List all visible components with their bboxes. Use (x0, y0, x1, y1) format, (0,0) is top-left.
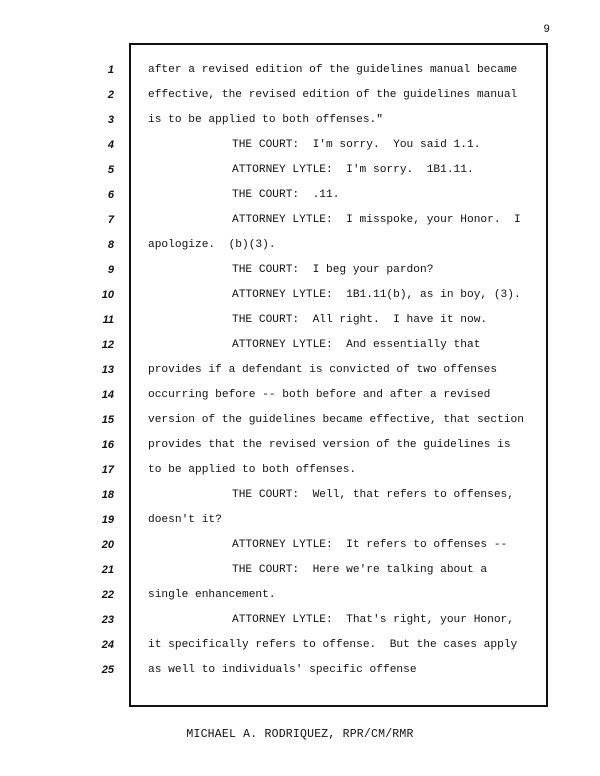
line-number: 2 (107, 89, 114, 101)
line-number: 5 (107, 164, 114, 176)
line-number: 14 (101, 389, 114, 401)
transcript-line: THE COURT: All right. I have it now. (232, 314, 488, 326)
transcript-line: after a revised edition of the guidelines manual became (148, 64, 518, 76)
transcript-line: single enhancement. (148, 589, 276, 601)
transcript-line: it specifically refers to offense. But the cases apply (148, 639, 518, 651)
line-number: 6 (107, 189, 114, 201)
reporter-footer: MICHAEL A. RODRIQUEZ, RPR/CM/RMR (186, 728, 414, 741)
line-number: 21 (101, 564, 114, 576)
line-number: 1 (107, 64, 114, 76)
transcript-line: ATTORNEY LYTLE: That's right, your Honor, (232, 614, 514, 626)
line-number: 7 (107, 214, 114, 226)
transcript-line: doesn't it? (148, 514, 222, 526)
page-number: 9 (543, 24, 550, 36)
transcript-line: ATTORNEY LYTLE: It refers to offenses -- (232, 539, 508, 551)
line-number: 3 (107, 114, 114, 126)
line-number: 12 (101, 339, 114, 351)
transcript-line: apologize. (b)(3). (148, 239, 276, 251)
transcript-line: ATTORNEY LYTLE: I misspoke, your Honor. I (232, 214, 521, 226)
line-number: 11 (102, 314, 114, 326)
transcript-line: THE COURT: Well, that refers to offenses, (232, 489, 514, 501)
line-number: 10 (101, 289, 114, 301)
line-number: 17 (101, 464, 114, 476)
line-number: 20 (101, 539, 114, 551)
line-number: 23 (101, 614, 114, 626)
transcript-line: ATTORNEY LYTLE: I'm sorry. 1B1.11. (232, 164, 474, 176)
transcript-line: ATTORNEY LYTLE: 1B1.11(b), as in boy, (3). (232, 289, 521, 301)
transcript-line: effective, the revised edition of the guidelines manual (148, 89, 518, 101)
transcript-line: provides that the revised version of the guidelines is (148, 439, 511, 451)
line-number: 15 (101, 414, 114, 426)
transcript-line: is to be applied to both offenses." (148, 114, 383, 126)
line-number: 18 (101, 489, 114, 501)
transcript-line: version of the guidelines became effective, that section (148, 414, 524, 426)
line-number: 9 (107, 264, 114, 276)
transcript-line: occurring before -- both before and after a revised (148, 389, 491, 401)
line-number: 13 (101, 364, 114, 376)
transcript-line: THE COURT: I beg your pardon? (232, 264, 434, 276)
transcript-line: as well to individuals' specific offense (148, 664, 417, 676)
transcript-line: to be applied to both offenses. (148, 464, 357, 476)
transcript-line: THE COURT: Here we're talking about a (232, 564, 488, 576)
line-number: 16 (101, 439, 114, 451)
transcript-line: THE COURT: .11. (232, 189, 340, 201)
line-number: 24 (101, 639, 114, 651)
line-number: 8 (107, 239, 114, 251)
line-number: 4 (107, 139, 114, 151)
line-number: 22 (101, 589, 114, 601)
transcript-line: provides if a defendant is convicted of two offenses (148, 364, 498, 376)
line-number: 19 (101, 514, 114, 526)
line-number: 25 (101, 664, 114, 676)
transcript-line: THE COURT: I'm sorry. You said 1.1. (232, 139, 481, 151)
transcript-line: ATTORNEY LYTLE: And essentially that (232, 339, 481, 351)
